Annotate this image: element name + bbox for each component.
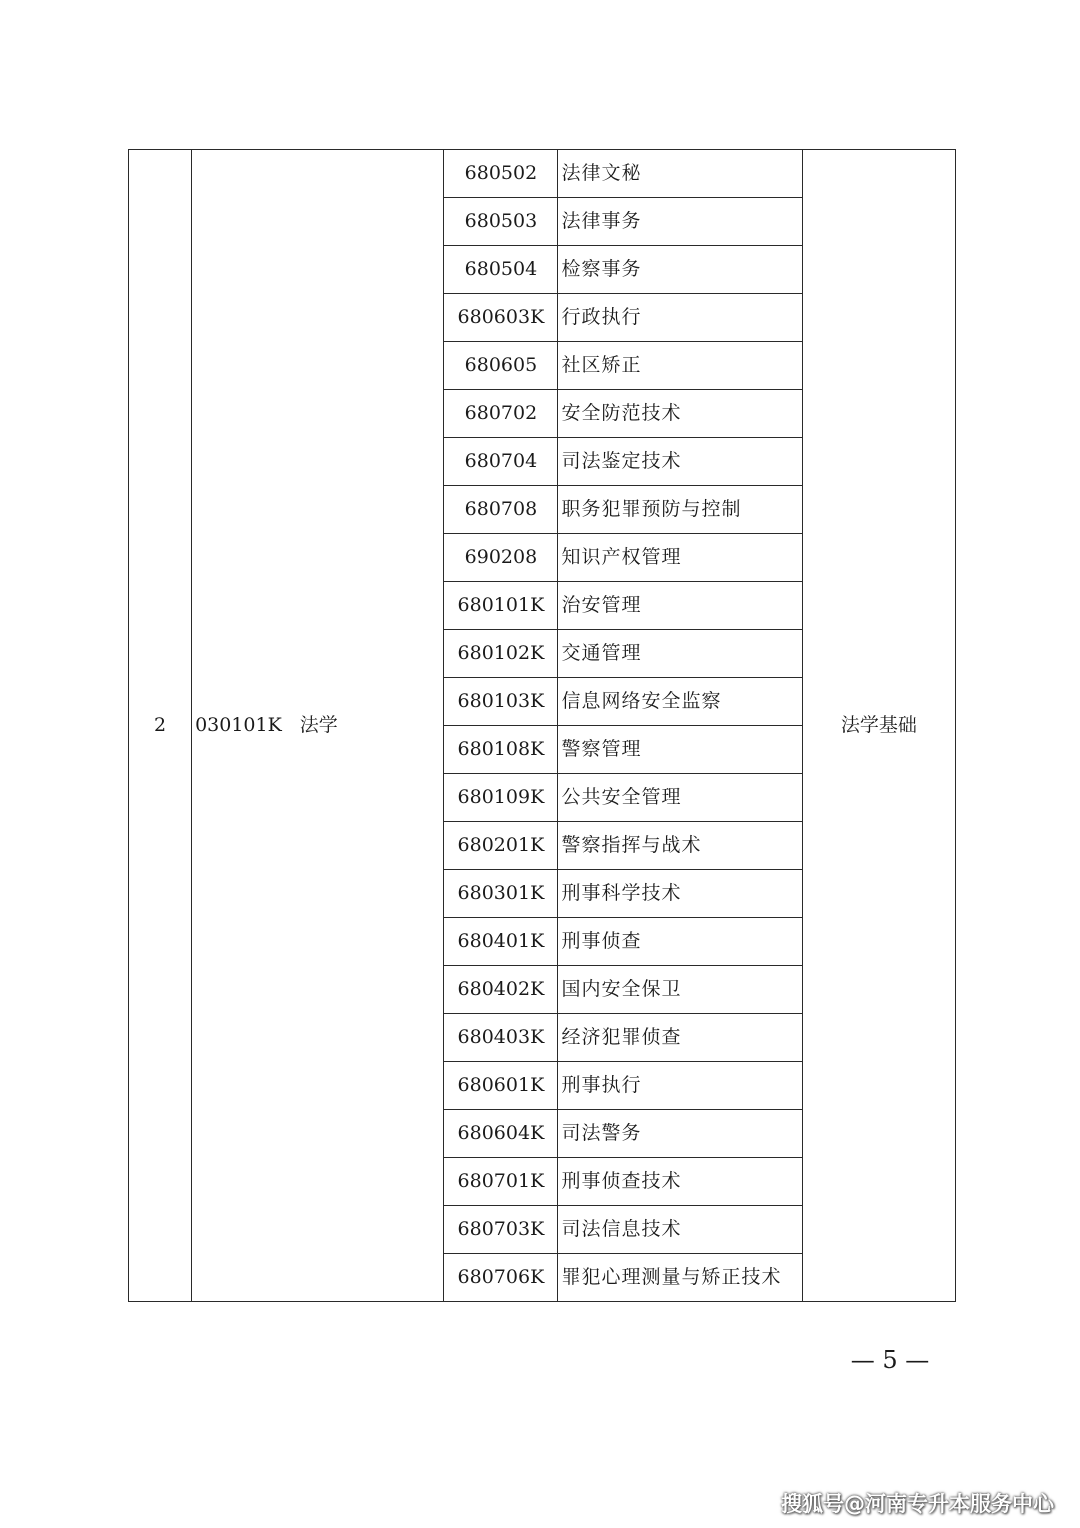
vocational-major-code: 680402K [444,966,558,1014]
vocational-major-code: 680101K [444,582,558,630]
vocational-major-name: 警察管理 [558,726,802,774]
undergrad-major-code: 030101K [195,714,282,736]
vocational-major-code: 680701K [444,1158,558,1206]
vocational-major-name: 法律文秘 [558,150,802,198]
vocational-major-code: 680108K [444,726,558,774]
undergrad-major-cell [192,150,444,1302]
vocational-major-name: 治安管理 [558,582,802,630]
vocational-major-name: 刑事侦查技术 [558,1158,802,1206]
vocational-major-code: 680704 [444,438,558,486]
vocational-major-name: 司法鉴定技术 [558,438,802,486]
vocational-major-name: 社区矫正 [558,342,802,390]
vocational-major-code: 680706K [444,1254,558,1302]
vocational-major-code: 680601K [444,1062,558,1110]
table-row [129,150,956,198]
vocational-major-code: 680605 [444,342,558,390]
undergrad-major-name: 法学 [299,714,338,736]
vocational-major-name: 刑事执行 [558,1062,802,1110]
vocational-major-code: 680604K [444,1110,558,1158]
vocational-major-name: 公共安全管理 [558,774,802,822]
table-body [129,150,956,1302]
vocational-major-code: 680702 [444,390,558,438]
vocational-major-name: 行政执行 [558,294,802,342]
vocational-major-name: 信息网络安全监察 [558,678,802,726]
vocational-major-code: 690208 [444,534,558,582]
vocational-major-name: 罪犯心理测量与矫正技术 [558,1254,802,1302]
major-mapping-table [128,149,956,1302]
vocational-major-code: 680603K [444,294,558,342]
vocational-major-code: 680109K [444,774,558,822]
vocational-major-name: 法律事务 [558,198,802,246]
watermark: 搜狐号@河南专升本服务中心 [781,1492,1054,1516]
vocational-major-code: 680503 [444,198,558,246]
sequence-number: 2 [129,150,192,1302]
vocational-major-code: 680403K [444,1014,558,1062]
vocational-major-code: 680201K [444,822,558,870]
vocational-major-name: 知识产权管理 [558,534,802,582]
vocational-major-name: 安全防范技术 [558,390,802,438]
vocational-major-name: 交通管理 [558,630,802,678]
vocational-major-name: 刑事科学技术 [558,870,802,918]
vocational-major-name: 刑事侦查 [558,918,802,966]
vocational-major-code: 680504 [444,246,558,294]
vocational-major-name: 职务犯罪预防与控制 [558,486,802,534]
vocational-major-code: 680703K [444,1206,558,1254]
vocational-major-name: 司法信息技术 [558,1206,802,1254]
vocational-major-code: 680103K [444,678,558,726]
vocational-major-name: 警察指挥与战术 [558,822,802,870]
vocational-major-name: 检察事务 [558,246,802,294]
vocational-major-code: 680708 [444,486,558,534]
vocational-major-code: 680502 [444,150,558,198]
vocational-major-name: 司法警务 [558,1110,802,1158]
vocational-major-name: 经济犯罪侦查 [558,1014,802,1062]
page-number: — 5 — [850,1346,930,1374]
exam-subject: 法学基础 [802,150,955,1302]
vocational-major-code: 680401K [444,918,558,966]
vocational-major-code: 680301K [444,870,558,918]
vocational-major-name: 国内安全保卫 [558,966,802,1014]
vocational-major-code: 680102K [444,630,558,678]
